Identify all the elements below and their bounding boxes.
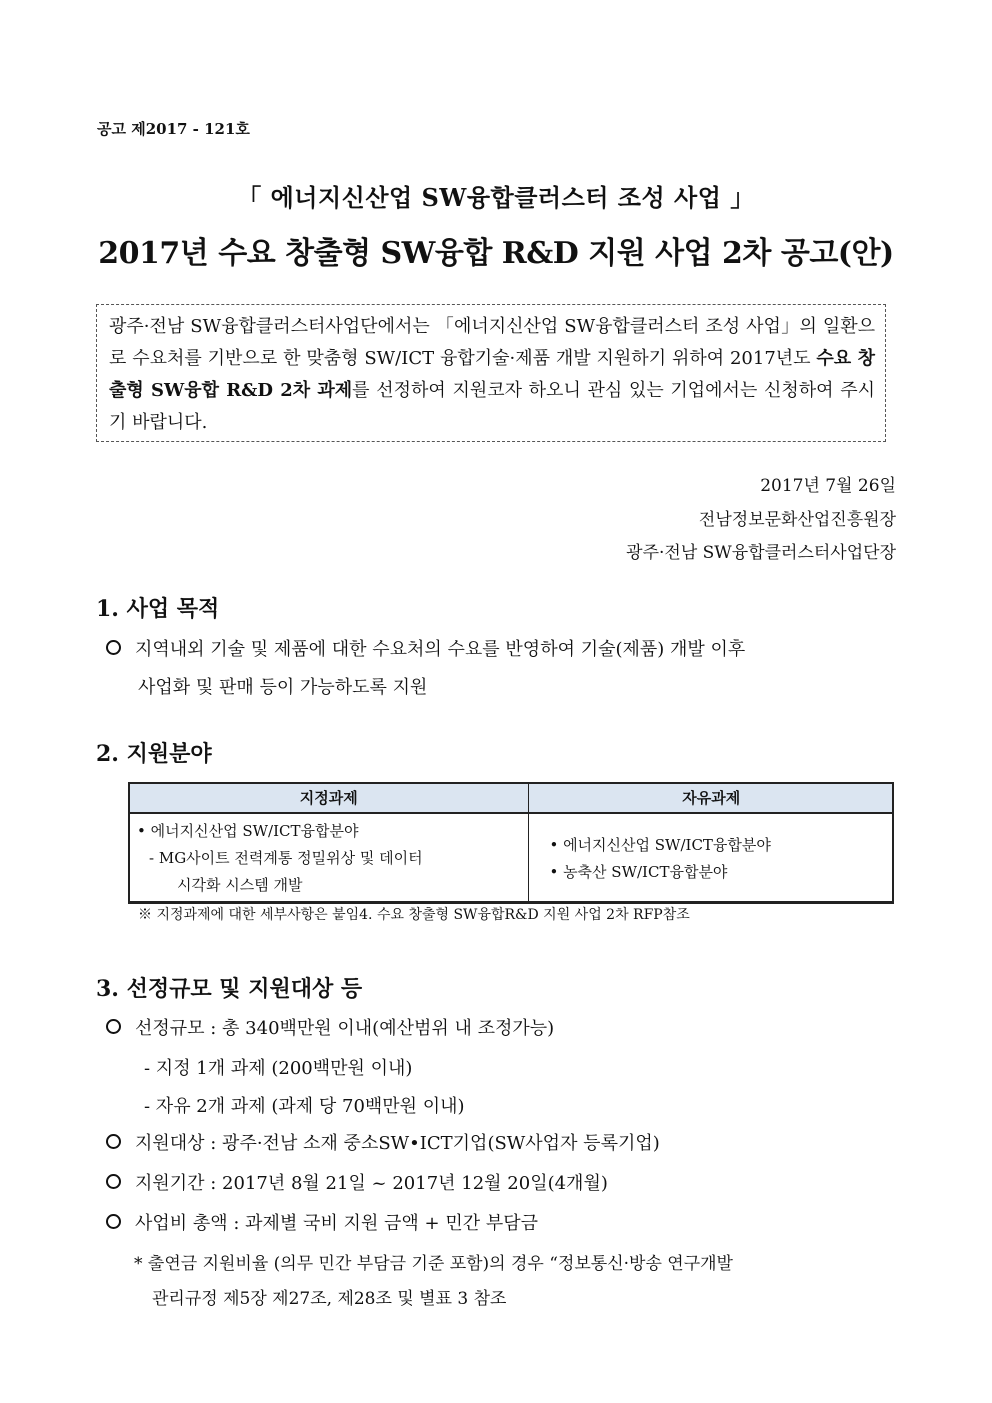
designated-sub-1: - MG사이트 전력계통 정밀위상 및 데이터 <box>149 849 423 867</box>
budget-bullet <box>106 1209 538 1235</box>
table-row <box>129 813 894 904</box>
circle-bullet-icon <box>106 640 121 655</box>
section-3-title: 3. 선정규모 및 지원대상 등 <box>96 976 363 1002</box>
intro-text-bold: 수요 창출형 SW융합 R&D 2차 과제 <box>109 348 875 401</box>
signer-1: 전남정보문화산업진흥원장 <box>698 510 896 530</box>
page-title: 2017년 수요 창출형 SW융합 R&D 지원 사업 2차 공고(안) <box>98 236 894 271</box>
circle-bullet-icon <box>106 1019 121 1034</box>
header-designated: 지정과제 <box>129 783 529 814</box>
section-1-bullet <box>106 635 745 661</box>
free-item-2: • 농축산 SW/ICT융합분야 <box>549 862 728 881</box>
title-line-1: 「 에너지신산업 SW융합클러스터 조성 사업 」 <box>237 183 755 212</box>
free-item-1: • 에너지신산업 SW/ICT융합분야 <box>549 835 771 854</box>
table-header-row <box>129 783 894 814</box>
designated-cell <box>129 813 529 904</box>
section-2-title: 2. 지원분야 <box>96 741 212 767</box>
designated-sub-2: 시각화 시스템 개발 <box>177 876 303 894</box>
scale-text: 선정규모 : 총 340백만원 이내(예산범위 내 조정가능) <box>135 1018 555 1039</box>
section-1-title: 1. 사업 목적 <box>96 596 220 622</box>
scale-bullet <box>106 1014 554 1040</box>
target-text: 지원대상 : 광주·전남 소재 중소SW•ICT기업(SW사업자 등록기업) <box>135 1133 660 1154</box>
announcement-date: 2017년 7월 26일 <box>760 476 896 496</box>
table-note: ※ 지정과제에 대한 세부사항은 붙임4. 수요 창출형 SW융합R&D 지원 사업 2차 RFP참조 <box>138 907 690 923</box>
scale-sub-2: - 자유 2개 과제 (과제 당 70백만원 이내) <box>144 1096 465 1117</box>
notice-number: 공고 제2017 - 121호 <box>97 120 250 138</box>
intro-text-1: 광주·전남 SW융합클러스터사업단에서는 「에너지신산업 SW융합클러스터 조성 사업」의 일환으로 수요처를 기반으로 한 맞춤형 SW/ICT 융합기술·제품 개발 지원하기 위하여 2017년도 <box>109 316 875 369</box>
designated-item: • 에너지신산업 SW/ICT융합분야 <box>137 822 359 840</box>
circle-bullet-icon <box>106 1214 121 1229</box>
section-1-text-2: 사업화 및 판매 등이 가능하도록 지원 <box>138 677 428 698</box>
period-bullet <box>106 1169 608 1195</box>
footnote-1: * 출연금 지원비율 (의무 민간 부담금 기준 포함)의 경우 “정보통신·방송 연구개발 <box>134 1254 733 1274</box>
footnote-2: 관리규정 제5장 제27조, 제28조 및 별표 3 참조 <box>152 1289 507 1309</box>
circle-bullet-icon <box>106 1174 121 1189</box>
target-bullet <box>106 1129 660 1155</box>
period-text: 지원기간 : 2017년 8월 21일 ~ 2017년 12월 20일(4개월) <box>135 1173 608 1194</box>
section-1-text-1: 지역내외 기술 및 제품에 대한 수요처의 수요를 반영하여 기술(제품) 개발 이후 <box>135 639 746 660</box>
budget-text: 사업비 총액 : 과제별 국비 지원 금액 + 민간 부담금 <box>135 1213 539 1234</box>
intro-text-2: 를 선정하여 지원코자 하오니 관심 있는 기업에서는 신청하여 주시기 바랍니다. <box>109 380 876 433</box>
header-free: 자유과제 <box>529 783 894 814</box>
free-cell <box>529 813 894 904</box>
signer-2: 광주·전남 SW융합클러스터사업단장 <box>626 543 896 563</box>
intro-box <box>96 304 886 442</box>
support-fields-table <box>128 782 894 904</box>
circle-bullet-icon <box>106 1134 121 1149</box>
scale-sub-1: - 지정 1개 과제 (200백만원 이내) <box>144 1058 413 1079</box>
